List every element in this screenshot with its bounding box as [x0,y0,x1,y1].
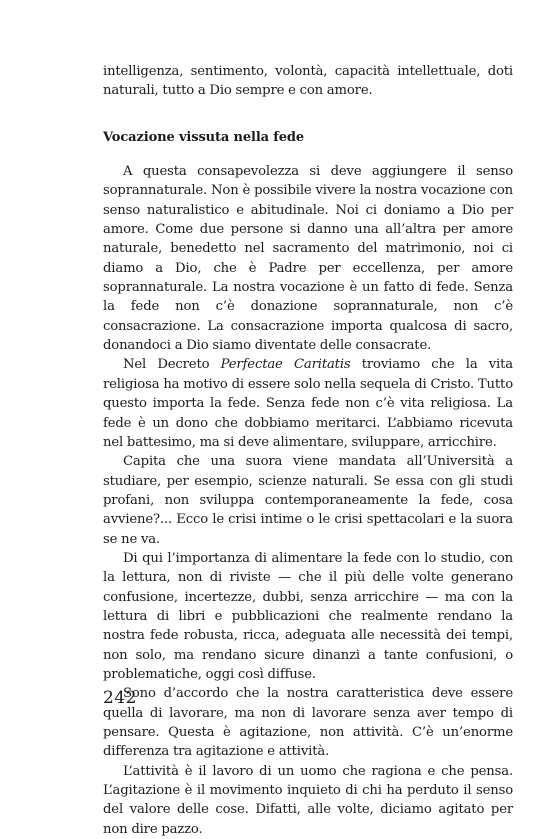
paragraph: A questa consapevolezza si deve aggiungere il senso soprannaturale. Non è possibile vivere la nostra vocazione con senso naturalistico e abitudinale. Noi ci doniamo a Dio per amore. Come due persone si danno una all’altra per amore naturale, benedetto nel sacramento del matrimonio, noi ci diamo a Dio, che è Padre per eccellenza, per amore soprannaturale. La nostra vocazione è un fatto di fede. Senza la fede non c’è donazione soprannaturale, non c’è consacrazione. La consacrazione importa qualcosa di sacro, donandoci a Dio siamo diventate delle consacrate. [103,164,513,354]
decree-text-before: Nel Decreto [123,357,221,373]
paragraph: Capita che una suora viene mandata all’Università a studiare, per esempio, scienze naturali. Se essa con gli studi profani, non sviluppa contemporaneamente la fede, cosa avviene?... Ecco le crisi intime o le crisi spettacolari e la suora se ne va. [103,454,513,547]
paragraph: Di qui l’importanza di alimentare la fede con lo studio, con la lettura, non di riviste — che il più delle volte generano confusione, incertezze, dubbi, senza arricchire — ma con la lettura di libri e pubblicazioni che realmente rendano la nostra fede robusta, ricca, adeguata alle necessità dei tempi, non solo, ma rendano sicure dinanzi a tante confusioni, o problematiche, oggi così diffuse. [103,550,513,682]
section-heading: Vocazione vissuta nella fede [103,129,305,145]
decree-title: Perfectae Caritatis [220,357,351,373]
decree-paragraph [103,355,513,452]
page-number: 242 [103,688,137,708]
decree-text-after: troviamo che la vita religiosa ha motivo di essere solo nella sequela di Cristo. Tutto questo importa la fede. Senza fede non c’è vita religiosa. La fede è un dono che dobbiamo meritarci. L’abbiamo ricevuta nel battesimo, ma si deve alimentare, sviluppare, arricchire. [103,357,513,450]
body-text [103,62,513,839]
paragraph: L’attività è il lavoro di un uomo che ragiona e che pensa. L’agitazione è il movimento inquieto di chi ha perduto il senso del valore delle cose. Difatti, alle volte, diciamo agitato per non dire pazzo. [103,763,513,837]
paragraph: Sono d’accordo che la nostra caratteristica deve essere quella di lavorare, ma non di lavorare senza aver tempo di pensare. Questa è agitazione, non attività. C’è un’enorme differenza tra agitazione e attività. [103,686,513,760]
opening-paragraph: intelligenza, sentimento, volontà, capacità intellettuale, doti naturali, tutto a Dio sempre e con amore. [103,64,513,99]
